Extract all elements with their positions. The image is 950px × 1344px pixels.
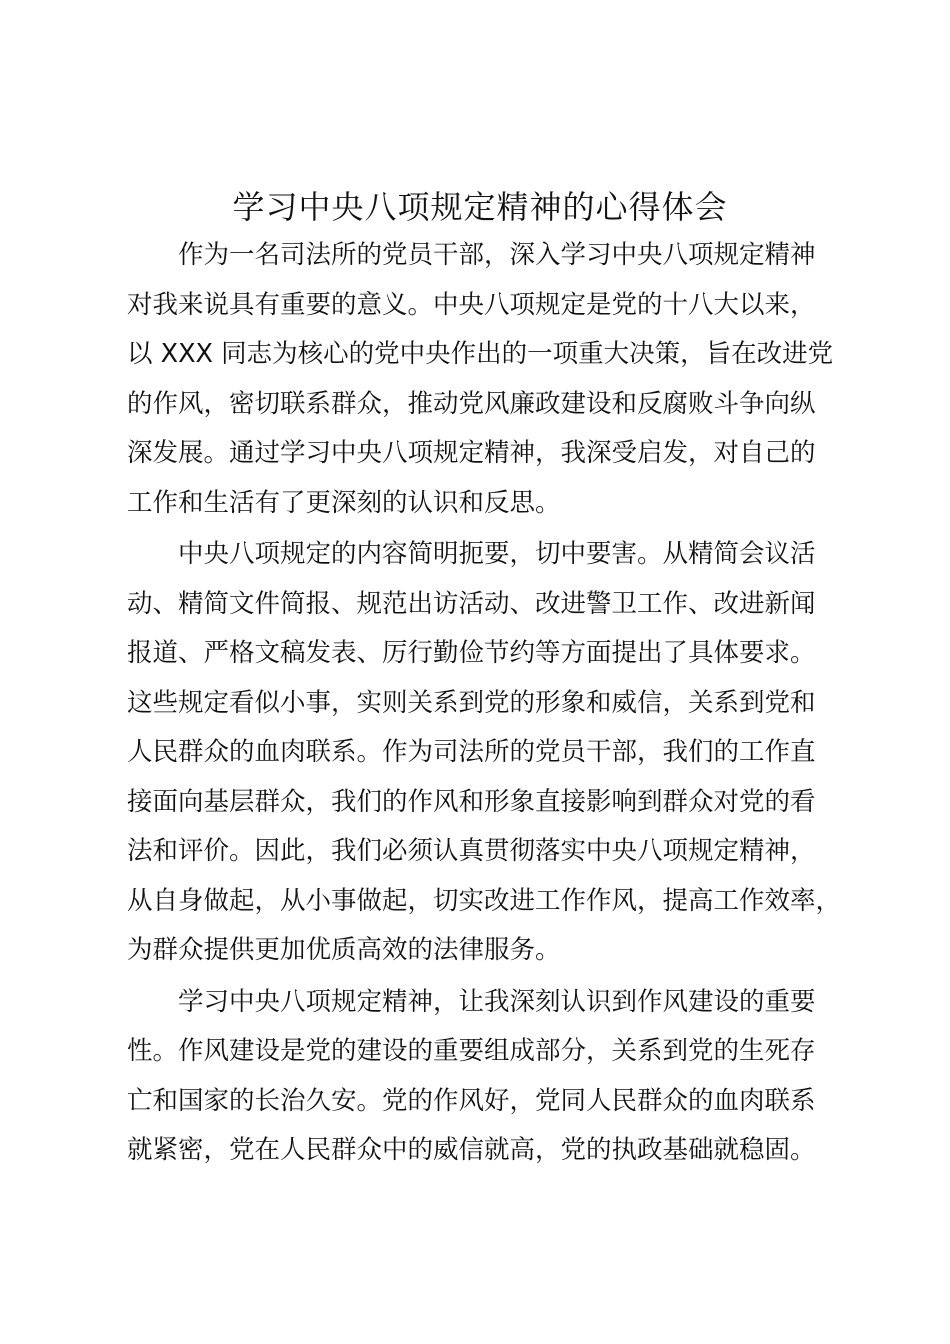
paragraph-line: 接面向基层群众，我们的作风和形象直接影响到群众对党的看: [127, 786, 816, 817]
paragraph-1: [127, 231, 839, 528]
paragraph-line: 从自身做起，从小事做起，切实改进工作作风，提高工作效率，: [127, 885, 842, 916]
paragraph-3: [127, 978, 839, 1176]
paragraph-line: 动、精简文件简报、规范出访活动、改进警卫工作、改进新闻: [127, 588, 816, 619]
paragraph-2: [127, 530, 842, 976]
paragraph-line: 法和评价。因此，我们必须认真贯彻落实中央八项规定精神，: [127, 836, 816, 866]
paragraph-line: 中央八项规定的内容简明扼要，切中要害。从精简会议活: [127, 539, 816, 569]
paragraph-line: 学习中央八项规定精神，让我深刻认识到作风建设的重要: [127, 986, 816, 1017]
paragraph-line: 人民群众的血肉联系。作为司法所的党员干部，我们的工作直: [127, 737, 816, 767]
paragraph-line: 亡和国家的长治久安。党的作风好，党同人民群众的血肉联系: [127, 1085, 816, 1116]
paragraph-line: 工作和生活有了更深刻的认识和反思。: [127, 487, 561, 518]
document-title: 学习中央八项规定精神的心得体会: [232, 188, 728, 226]
paragraph-line: 这些规定看似小事，实则关系到党的形象和威信，关系到党和: [127, 687, 816, 718]
paragraph-line: 性。作风建设是党的建设的重要组成部分，关系到党的生死存: [127, 1036, 816, 1066]
paragraph-line: 就紧密，党在人民群众中的威信就高，党的执政基础就稳固。: [127, 1135, 816, 1165]
document-body: [127, 231, 842, 1178]
paragraph-line: 的作风，密切联系群众，推动党风廉政建设和反腐败斗争向纵: [127, 388, 816, 419]
paragraph-line: 报道、严格文稿发表、厉行勤俭节约等方面提出了具体要求。: [127, 638, 816, 668]
paragraph-line: 以 XXX 同志为核心的党中央作出的一项重大决策，旨在改进党: [127, 339, 834, 369]
paragraph-line: 对我来说具有重要的意义。中央八项规定是党的十八大以来，: [127, 289, 816, 320]
paragraph-line: 为群众提供更加优质高效的法律服务。: [127, 935, 561, 965]
paragraph-line: 作为一名司法所的党员干部，深入学习中央八项规定精神: [127, 240, 816, 270]
paragraph-line: 深发展。通过学习中央八项规定精神，我深受启发，对自己的: [127, 438, 816, 468]
